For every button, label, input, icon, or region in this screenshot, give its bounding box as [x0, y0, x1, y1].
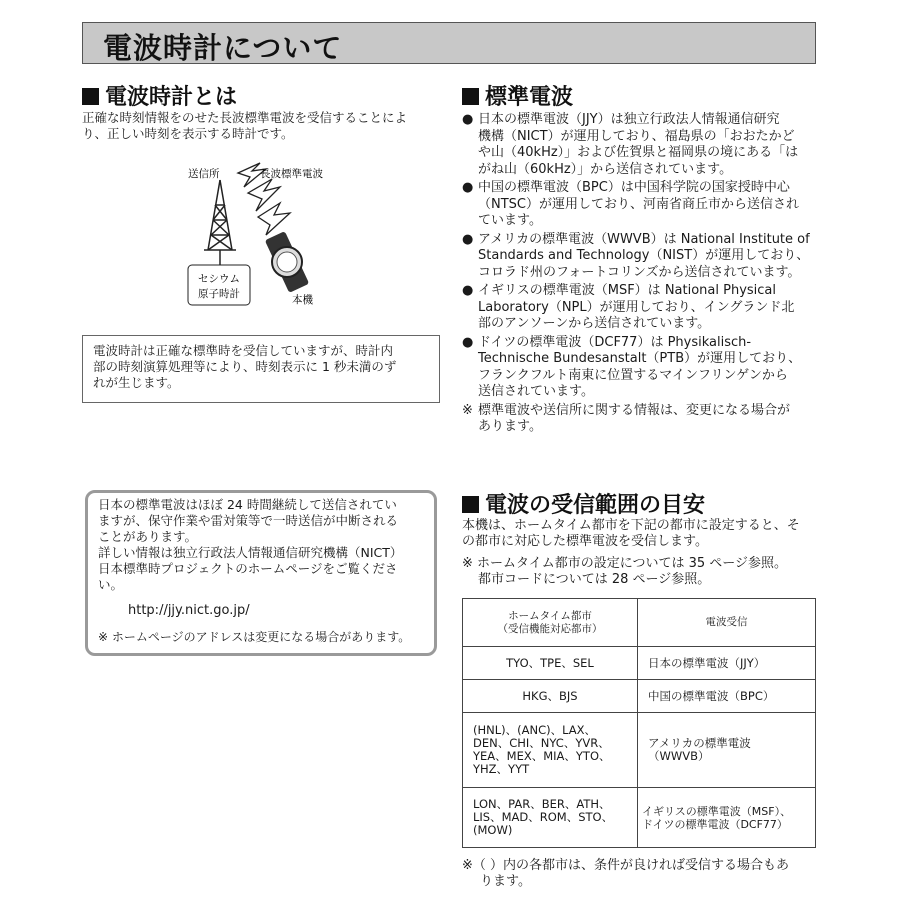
info-line: ことがあります。	[98, 529, 198, 544]
table-cell-cities: HKG、BJS	[463, 680, 638, 713]
footnote-line: ります。	[480, 874, 531, 889]
note-mark-icon: ※	[462, 402, 473, 418]
note-line: 部の時刻演算処理等により、時刻表示に 1 秒未満のず	[93, 359, 397, 374]
table-header-cities	[463, 599, 638, 647]
page-title: 電波時計について	[103, 31, 343, 65]
table-cell-cities: LON、PAR、BER、ATH、 LIS、MAD、ROM、STO、 (MOW)	[463, 788, 638, 848]
section-heading-radio-clock	[82, 80, 237, 111]
bullet-icon: ●	[462, 112, 474, 127]
info-line: 日本標準時プロジェクトのホームページをご覧くださ	[98, 561, 398, 576]
jjy-info-box	[85, 490, 437, 656]
list-item-line: 中国の標準電波（BPC）は中国科学院の国家授時中心	[478, 180, 790, 195]
table-row	[463, 680, 816, 713]
info-line: い。	[98, 577, 124, 592]
section-heading-range	[462, 488, 705, 519]
table-cell-signal: イギリスの標準電波（MSF）、 ドイツの標準電波（DCF77）	[638, 788, 816, 848]
range-footnote	[462, 858, 789, 890]
table-cell-signal: アメリカの標準電波 （WWVB）	[638, 713, 816, 788]
intro-line: 正確な時刻情報をのせた長波標準電波を受信することによ	[82, 110, 408, 125]
transmitter-tower-icon	[204, 180, 236, 265]
list-item-line: 部のアンソーンから送信されています。	[478, 316, 711, 331]
table-cell-signal: 日本の標準電波（JJY）	[638, 647, 816, 680]
list-item-line: （NTSC）が運用しており、河南省商丘市から送信され	[478, 196, 799, 212]
watch-icon	[265, 231, 309, 293]
list-item-line: Technische Bundesanstalt（PTB）が運用しており、	[478, 351, 802, 366]
range-reference	[462, 556, 787, 588]
header-line: （受信機能対応都市）	[497, 622, 603, 635]
bullet-icon: ●	[462, 283, 474, 298]
cesium-label-2: 原子時計	[198, 288, 240, 300]
list-item-line: Standards and Technology（NIST）が運用しており、	[478, 248, 810, 263]
radio-clock-intro	[82, 110, 407, 142]
intro-line: り、正しい時刻を表示する時計です。	[82, 126, 294, 141]
radio-clock-note-box	[82, 335, 440, 403]
table-header-row	[463, 599, 816, 647]
radio-clock-diagram	[180, 155, 350, 315]
list-item-line: ています。	[478, 213, 542, 228]
note-line: れが生じます。	[93, 375, 180, 390]
table-cell-cities: TYO、TPE、SEL	[463, 647, 638, 680]
device-label: 本機	[292, 294, 313, 306]
transmitter-label: 送信所	[188, 168, 220, 180]
square-bullet-icon	[462, 88, 479, 105]
list-item	[462, 180, 822, 230]
list-item-line: 標準電波や送信所に関する情報は、変更になる場合が	[478, 402, 791, 418]
note-line: 電波時計は正確な標準時を受信していますが、時計内	[93, 343, 394, 358]
list-item-line: がね山（60kHz）」から送信されています。	[478, 161, 733, 177]
list-item	[462, 283, 822, 333]
list-item	[462, 112, 822, 178]
table-row	[463, 788, 816, 848]
list-item-line: Laboratory（NPL）が運用しており、イングランド北	[478, 299, 795, 315]
table-row	[463, 647, 816, 680]
url-change-note: ※ ホームページのアドレスは変更になる場合があります。	[98, 630, 411, 644]
list-item-line: や山（40kHz）」および佐賀県と福岡県の境にある「は	[478, 145, 799, 160]
table-header-signal: 電波受信	[638, 599, 816, 647]
list-item-line: 日本の標準電波（JJY）は独立行政法人情報通信研究	[478, 112, 780, 127]
list-item-line: ドイツの標準電波（DCF77）は Physikalisch-	[478, 334, 752, 350]
list-item	[462, 335, 822, 401]
section-heading-text: 電波時計とは	[105, 85, 238, 110]
list-item	[462, 232, 822, 282]
footnote-line: ※（ ）内の各都市は、条件が良ければ受信する場合もあ	[462, 858, 790, 873]
bullet-icon: ●	[462, 180, 474, 195]
header-line: ホームタイム都市	[508, 609, 592, 622]
standard-wave-list	[462, 112, 822, 436]
nict-url-link[interactable]: http://jjy.nict.go.jp/	[128, 603, 250, 618]
table-row	[463, 713, 816, 788]
reception-table	[462, 598, 816, 848]
list-item-line: あります。	[478, 419, 542, 434]
range-intro	[462, 518, 800, 550]
list-item-line: コロラド州のフォートコリンズから送信されています。	[478, 264, 801, 280]
reference-line: ※ ホームタイム都市の設定については 35 ページ参照。	[462, 556, 788, 571]
intro-line: の都市に対応した標準電波を受信します。	[462, 534, 708, 549]
reference-line: 都市コードについては 28 ページ参照。	[478, 572, 711, 587]
info-line: 詳しい情報は独立行政法人情報通信研究機構（NICT）	[98, 545, 403, 560]
list-item	[462, 403, 822, 436]
section-heading-text: 標準電波	[485, 85, 574, 110]
square-bullet-icon	[462, 496, 479, 513]
page-title-bar	[82, 22, 816, 64]
square-bullet-icon	[82, 88, 99, 105]
wave-label: 長波標準電波	[260, 168, 323, 180]
list-item-line: イギリスの標準電波（MSF）は National Physical	[478, 283, 777, 298]
intro-line: 本機は、ホームタイム都市を下記の都市に設定すると、そ	[462, 518, 800, 533]
section-heading-standard-wave	[462, 80, 573, 111]
list-item-line: 送信されています。	[478, 384, 594, 399]
list-item-line: 機構（NICT）が運用しており、福島県の「おおたかど	[478, 128, 795, 144]
list-item-line: フランクフルト南東に位置するマインフリンゲンから	[478, 367, 788, 383]
list-item-line: アメリカの標準電波（WWVB）は National Institute of	[478, 231, 810, 247]
bullet-icon: ●	[462, 334, 474, 350]
info-line: ますが、保守作業や雷対策等で一時送信が中断される	[98, 513, 399, 528]
section-heading-text: 電波の受信範囲の目安	[485, 493, 706, 518]
table-cell-cities: (HNL)、(ANC)、LAX、 DEN、CHI、NYC、YVR、 YEA、MEX、MIA、YTO、 YHZ、YYT	[463, 713, 638, 788]
bullet-icon: ●	[462, 231, 474, 247]
cesium-label-1: セシウム	[198, 273, 240, 285]
info-line: 日本の標準電波はほぼ 24 時間継続して送信されてい	[98, 497, 397, 512]
table-cell-signal: 中国の標準電波（BPC）	[638, 680, 816, 713]
